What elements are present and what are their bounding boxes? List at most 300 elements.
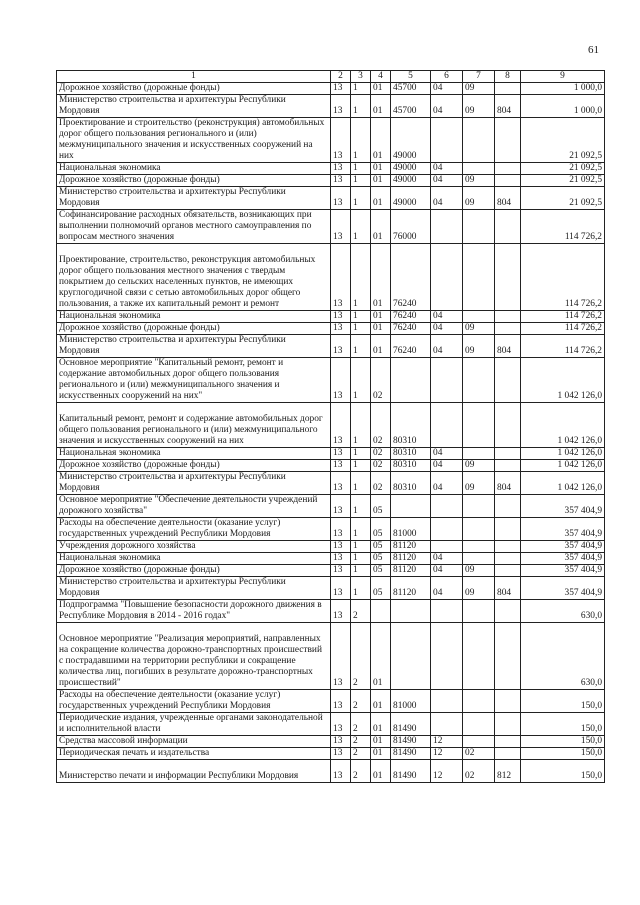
code-cell: 02 [371,448,391,460]
code-cell: 09 [463,565,495,577]
code-cell: 76240 [391,244,431,311]
code-cell: 05 [371,541,391,553]
row-name-cell: Министерство строительства и архитектуры Республики Мордовия [57,472,331,495]
code-cell: 2 [351,600,371,623]
code-cell: 02 [463,748,495,760]
table-row [57,472,605,495]
row-name-cell: Расходы на обеспечение деятельности (оказание услуг) государственных учреждений Республики Мордовия [57,690,331,713]
code-cell [495,244,521,311]
code-cell [495,541,521,553]
table-row [57,187,605,210]
table-row [57,95,605,118]
row-name-cell: Основное мероприятие "Капитальный ремонт, ремонт и содержание автомобильных дорог общего пользования регионального и (или) межмуниципального значения и искусственных сооружений на них" [57,358,331,403]
code-cell: 1 [351,187,371,210]
code-cell: 13 [331,748,351,760]
code-cell [495,553,521,565]
code-cell: 13 [331,472,351,495]
header-cell: 5 [391,71,431,83]
code-cell: 45700 [391,95,431,118]
amount-cell: 114 726,2 [521,323,605,335]
code-cell: 1 [351,210,371,244]
code-cell [431,358,463,403]
row-name-cell: Дорожное хозяйство (дорожные фонды) [57,175,331,187]
table-row [57,748,605,760]
amount-cell: 114 726,2 [521,210,605,244]
code-cell: 1 [351,541,371,553]
amount-cell: 357 404,9 [521,553,605,565]
amount-cell: 150,0 [521,713,605,736]
code-cell: 01 [371,760,391,783]
amount-cell: 630,0 [521,600,605,623]
code-cell: 81120 [391,565,431,577]
code-cell: 81490 [391,713,431,736]
code-cell: 13 [331,713,351,736]
row-name-cell: Проектирование и строительство (реконструкция) автомобильных дорог общего пользования регионального и (или) межмуниципального значения и искусственных сооружений на них [57,118,331,163]
code-cell: 09 [463,95,495,118]
code-cell: 02 [371,460,391,472]
code-cell [431,623,463,690]
code-cell: 76240 [391,323,431,335]
code-cell: 09 [463,83,495,95]
code-cell: 04 [431,323,463,335]
amount-cell: 114 726,2 [521,335,605,358]
row-name-cell: Расходы на обеспечение деятельности (оказание услуг) государственных учреждений Республики Мордовия [57,518,331,541]
header-cell: 9 [521,71,605,83]
code-cell [431,600,463,623]
code-cell: 13 [331,175,351,187]
amount-cell: 114 726,2 [521,244,605,311]
code-cell: 09 [463,335,495,358]
code-cell: 09 [463,460,495,472]
code-cell: 80310 [391,460,431,472]
code-cell [495,175,521,187]
amount-cell: 150,0 [521,748,605,760]
code-cell [495,600,521,623]
code-cell: 05 [371,495,391,518]
code-cell [391,358,431,403]
code-cell: 13 [331,95,351,118]
table-row [57,311,605,323]
table-row [57,358,605,403]
code-cell: 13 [331,460,351,472]
code-cell [495,323,521,335]
table-row [57,403,605,448]
code-cell: 1 [351,83,371,95]
table-row [57,565,605,577]
code-cell: 81120 [391,553,431,565]
code-cell: 04 [431,163,463,175]
code-cell: 01 [371,736,391,748]
code-cell: 1 [351,95,371,118]
code-cell: 04 [431,565,463,577]
table-row [57,553,605,565]
code-cell: 1 [351,403,371,448]
code-cell [463,403,495,448]
table-row [57,335,605,358]
row-name-cell: Национальная экономика [57,448,331,460]
code-cell: 13 [331,244,351,311]
code-cell: 76000 [391,210,431,244]
code-cell: 81490 [391,736,431,748]
amount-cell: 150,0 [521,690,605,713]
code-cell: 12 [431,748,463,760]
code-cell: 13 [331,760,351,783]
code-cell: 1 [351,163,371,175]
row-name-cell: Министерство печати и информации Республики Мордовия [57,760,331,783]
code-cell: 1 [351,495,371,518]
header-cell: 2 [331,71,351,83]
code-cell: 13 [331,553,351,565]
amount-cell: 150,0 [521,736,605,748]
code-cell: 2 [351,736,371,748]
code-cell [431,118,463,163]
row-name-cell: Средства массовой информации [57,736,331,748]
code-cell: 13 [331,403,351,448]
code-cell: 804 [495,577,521,600]
code-cell [495,748,521,760]
amount-cell: 21 092,5 [521,187,605,210]
code-cell: 01 [371,623,391,690]
code-cell: 2 [351,760,371,783]
code-cell: 1 [351,518,371,541]
code-cell: 01 [371,713,391,736]
code-cell [495,690,521,713]
code-cell [431,690,463,713]
code-cell: 04 [431,577,463,600]
code-cell: 1 [351,358,371,403]
amount-cell: 21 092,5 [521,175,605,187]
code-cell [431,210,463,244]
code-cell: 09 [463,323,495,335]
code-cell: 13 [331,358,351,403]
code-cell [463,541,495,553]
code-cell: 1 [351,175,371,187]
code-cell [495,736,521,748]
code-cell [463,623,495,690]
code-cell: 81120 [391,541,431,553]
table-row [57,760,605,783]
code-cell: 04 [431,187,463,210]
code-cell: 09 [463,577,495,600]
code-cell: 04 [431,311,463,323]
code-cell: 49000 [391,175,431,187]
code-cell: 81490 [391,748,431,760]
table-row [57,736,605,748]
code-cell: 09 [463,187,495,210]
budget-table [56,70,605,783]
code-cell: 81000 [391,690,431,713]
code-cell [463,600,495,623]
amount-cell: 357 404,9 [521,565,605,577]
code-cell [495,623,521,690]
code-cell: 13 [331,736,351,748]
table-row [57,690,605,713]
code-cell: 04 [431,175,463,187]
code-cell: 01 [371,748,391,760]
code-cell [431,713,463,736]
code-cell: 1 [351,472,371,495]
table-row [57,163,605,175]
amount-cell: 1 000,0 [521,95,605,118]
row-name-cell: Дорожное хозяйство (дорожные фонды) [57,565,331,577]
row-name-cell: Министерство строительства и архитектуры Республики Мордовия [57,335,331,358]
row-name-cell: Дорожное хозяйство (дорожные фонды) [57,460,331,472]
code-cell: 04 [431,460,463,472]
code-cell [463,713,495,736]
header-cell: 6 [431,71,463,83]
row-name-cell: Софинансирование расходных обязательств, возникающих при выполнении полномочий органов местного самоуправления по вопросам местного значения [57,210,331,244]
code-cell: 804 [495,95,521,118]
code-cell: 01 [371,118,391,163]
code-cell [495,83,521,95]
code-cell: 01 [371,163,391,175]
code-cell [463,448,495,460]
code-cell: 1 [351,335,371,358]
amount-cell: 1 042 126,0 [521,403,605,448]
code-cell [463,244,495,311]
table-row [57,175,605,187]
header-cell: 4 [371,71,391,83]
code-cell [431,541,463,553]
code-cell: 13 [331,118,351,163]
table-row [57,244,605,311]
code-cell: 13 [331,541,351,553]
table-row [57,448,605,460]
code-cell: 2 [351,690,371,713]
table-row [57,210,605,244]
row-name-cell: Основное мероприятие "Обеспечение деятельности учреждений дорожного хозяйства" [57,495,331,518]
table-body [57,83,605,783]
row-name-cell: Основное мероприятие "Реализация мероприятий, направленных на сокращение количества дорожно-транспортных происшествий с пострадавшими на территории республики и сокращение количества лиц, погибших в результате дорожно-транспортных происшествий" [57,623,331,690]
code-cell: 81120 [391,577,431,600]
code-cell: 1 [351,118,371,163]
header-cell: 8 [495,71,521,83]
code-cell: 13 [331,448,351,460]
code-cell: 812 [495,760,521,783]
code-cell: 01 [371,210,391,244]
code-cell [495,713,521,736]
code-cell [431,244,463,311]
row-name-cell: Учреждения дорожного хозяйства [57,541,331,553]
code-cell [495,118,521,163]
code-cell [495,565,521,577]
code-cell: 01 [371,83,391,95]
code-cell: 13 [331,577,351,600]
code-cell: 1 [351,448,371,460]
code-cell: 13 [331,600,351,623]
code-cell [431,518,463,541]
amount-cell: 1 042 126,0 [521,460,605,472]
code-cell [495,460,521,472]
code-cell: 76240 [391,311,431,323]
code-cell [495,495,521,518]
code-cell [463,736,495,748]
code-cell: 13 [331,163,351,175]
page-number: 61 [588,44,599,56]
code-cell: 13 [331,210,351,244]
code-cell: 13 [331,323,351,335]
table-row [57,460,605,472]
code-cell: 05 [371,565,391,577]
code-cell: 04 [431,472,463,495]
code-cell: 1 [351,311,371,323]
row-name-cell: Национальная экономика [57,163,331,175]
code-cell: 2 [351,748,371,760]
code-cell: 804 [495,187,521,210]
code-cell [495,448,521,460]
row-name-cell: Дорожное хозяйство (дорожные фонды) [57,83,331,95]
code-cell [463,118,495,163]
code-cell [495,311,521,323]
code-cell: 1 [351,577,371,600]
table-row [57,623,605,690]
code-cell: 49000 [391,118,431,163]
code-cell: 02 [371,472,391,495]
table-row [57,600,605,623]
code-cell: 05 [371,518,391,541]
code-cell [463,553,495,565]
row-name-cell: Национальная экономика [57,553,331,565]
table-row [57,118,605,163]
amount-cell: 114 726,2 [521,311,605,323]
code-cell: 804 [495,472,521,495]
code-cell: 804 [495,335,521,358]
table-row [57,713,605,736]
table-row [57,83,605,95]
code-cell: 01 [371,690,391,713]
code-cell [391,495,431,518]
amount-cell: 357 404,9 [521,577,605,600]
header-row [57,71,605,83]
code-cell [391,623,431,690]
code-cell: 01 [371,323,391,335]
code-cell [495,210,521,244]
header-cell: 3 [351,71,371,83]
row-name-cell: Министерство строительства и архитектуры Республики Мордовия [57,577,331,600]
row-name-cell: Проектирование, строительство, реконструкция автомобильных дорог общего пользования местного значения с твердым покрытием до сельских населенных пунктов, не имеющих круглогодичной связи с сетью автомобильных дорог общего пользования, а также их капитальный ремонт и ремонт [57,244,331,311]
code-cell [463,518,495,541]
code-cell: 13 [331,495,351,518]
code-cell: 13 [331,83,351,95]
row-name-cell: Национальная экономика [57,311,331,323]
code-cell: 13 [331,311,351,323]
code-cell: 01 [371,187,391,210]
code-cell: 02 [371,358,391,403]
code-cell [431,495,463,518]
code-cell: 80310 [391,472,431,495]
code-cell: 80310 [391,448,431,460]
code-cell: 01 [371,95,391,118]
code-cell [391,600,431,623]
code-cell: 09 [463,472,495,495]
code-cell: 2 [351,713,371,736]
code-cell: 13 [331,690,351,713]
code-cell: 13 [331,623,351,690]
amount-cell: 21 092,5 [521,163,605,175]
amount-cell: 150,0 [521,760,605,783]
code-cell: 49000 [391,163,431,175]
code-cell: 09 [463,175,495,187]
row-name-cell: Подпрограмма "Повышение безопасности дорожного движения в Республике Мордовия в 2014 - 2016 годах" [57,600,331,623]
row-name-cell: Дорожное хозяйство (дорожные фонды) [57,323,331,335]
code-cell [495,403,521,448]
amount-cell: 1 042 126,0 [521,472,605,495]
amount-cell: 357 404,9 [521,495,605,518]
code-cell: 80310 [391,403,431,448]
code-cell: 01 [371,175,391,187]
code-cell: 13 [331,518,351,541]
row-name-cell: Министерство строительства и архитектуры Республики Мордовия [57,187,331,210]
code-cell: 1 [351,244,371,311]
header-cell: 7 [463,71,495,83]
code-cell: 45700 [391,83,431,95]
code-cell [463,210,495,244]
code-cell: 81000 [391,518,431,541]
amount-cell: 1 042 126,0 [521,358,605,403]
code-cell: 05 [371,553,391,565]
row-name-cell: Периодические издания, учрежденные органами законодательной и исполнительной власти [57,713,331,736]
code-cell: 1 [351,565,371,577]
code-cell: 04 [431,335,463,358]
code-cell [463,311,495,323]
amount-cell: 357 404,9 [521,541,605,553]
code-cell: 04 [431,448,463,460]
row-name-cell: Министерство строительства и архитектуры Республики Мордовия [57,95,331,118]
code-cell [371,600,391,623]
code-cell: 04 [431,553,463,565]
amount-cell: 21 092,5 [521,118,605,163]
code-cell: 12 [431,760,463,783]
code-cell [431,403,463,448]
code-cell: 05 [371,577,391,600]
code-cell: 81490 [391,760,431,783]
code-cell: 01 [371,311,391,323]
code-cell: 2 [351,623,371,690]
code-cell [463,495,495,518]
code-cell: 04 [431,95,463,118]
table-row [57,518,605,541]
code-cell: 1 [351,553,371,565]
code-cell: 13 [331,565,351,577]
code-cell [495,163,521,175]
row-name-cell: Периодическая печать и издательства [57,748,331,760]
amount-cell: 1 042 126,0 [521,448,605,460]
code-cell [463,358,495,403]
amount-cell: 630,0 [521,623,605,690]
code-cell: 02 [463,760,495,783]
code-cell: 76240 [391,335,431,358]
code-cell [495,358,521,403]
code-cell: 01 [371,335,391,358]
code-cell: 13 [331,187,351,210]
header-cell: 1 [57,71,331,83]
code-cell: 1 [351,323,371,335]
code-cell: 12 [431,736,463,748]
table-row [57,577,605,600]
table-row [57,541,605,553]
row-name-cell: Капитальный ремонт, ремонт и содержание автомобильных дорог общего пользования регионального и (или) межмуниципального значения и искусственных сооружений на них [57,403,331,448]
code-cell [495,518,521,541]
code-cell: 04 [431,83,463,95]
amount-cell: 1 000,0 [521,83,605,95]
code-cell: 49000 [391,187,431,210]
table-row [57,323,605,335]
code-cell: 02 [371,403,391,448]
code-cell: 01 [371,244,391,311]
table-row [57,495,605,518]
code-cell: 1 [351,460,371,472]
code-cell: 13 [331,335,351,358]
